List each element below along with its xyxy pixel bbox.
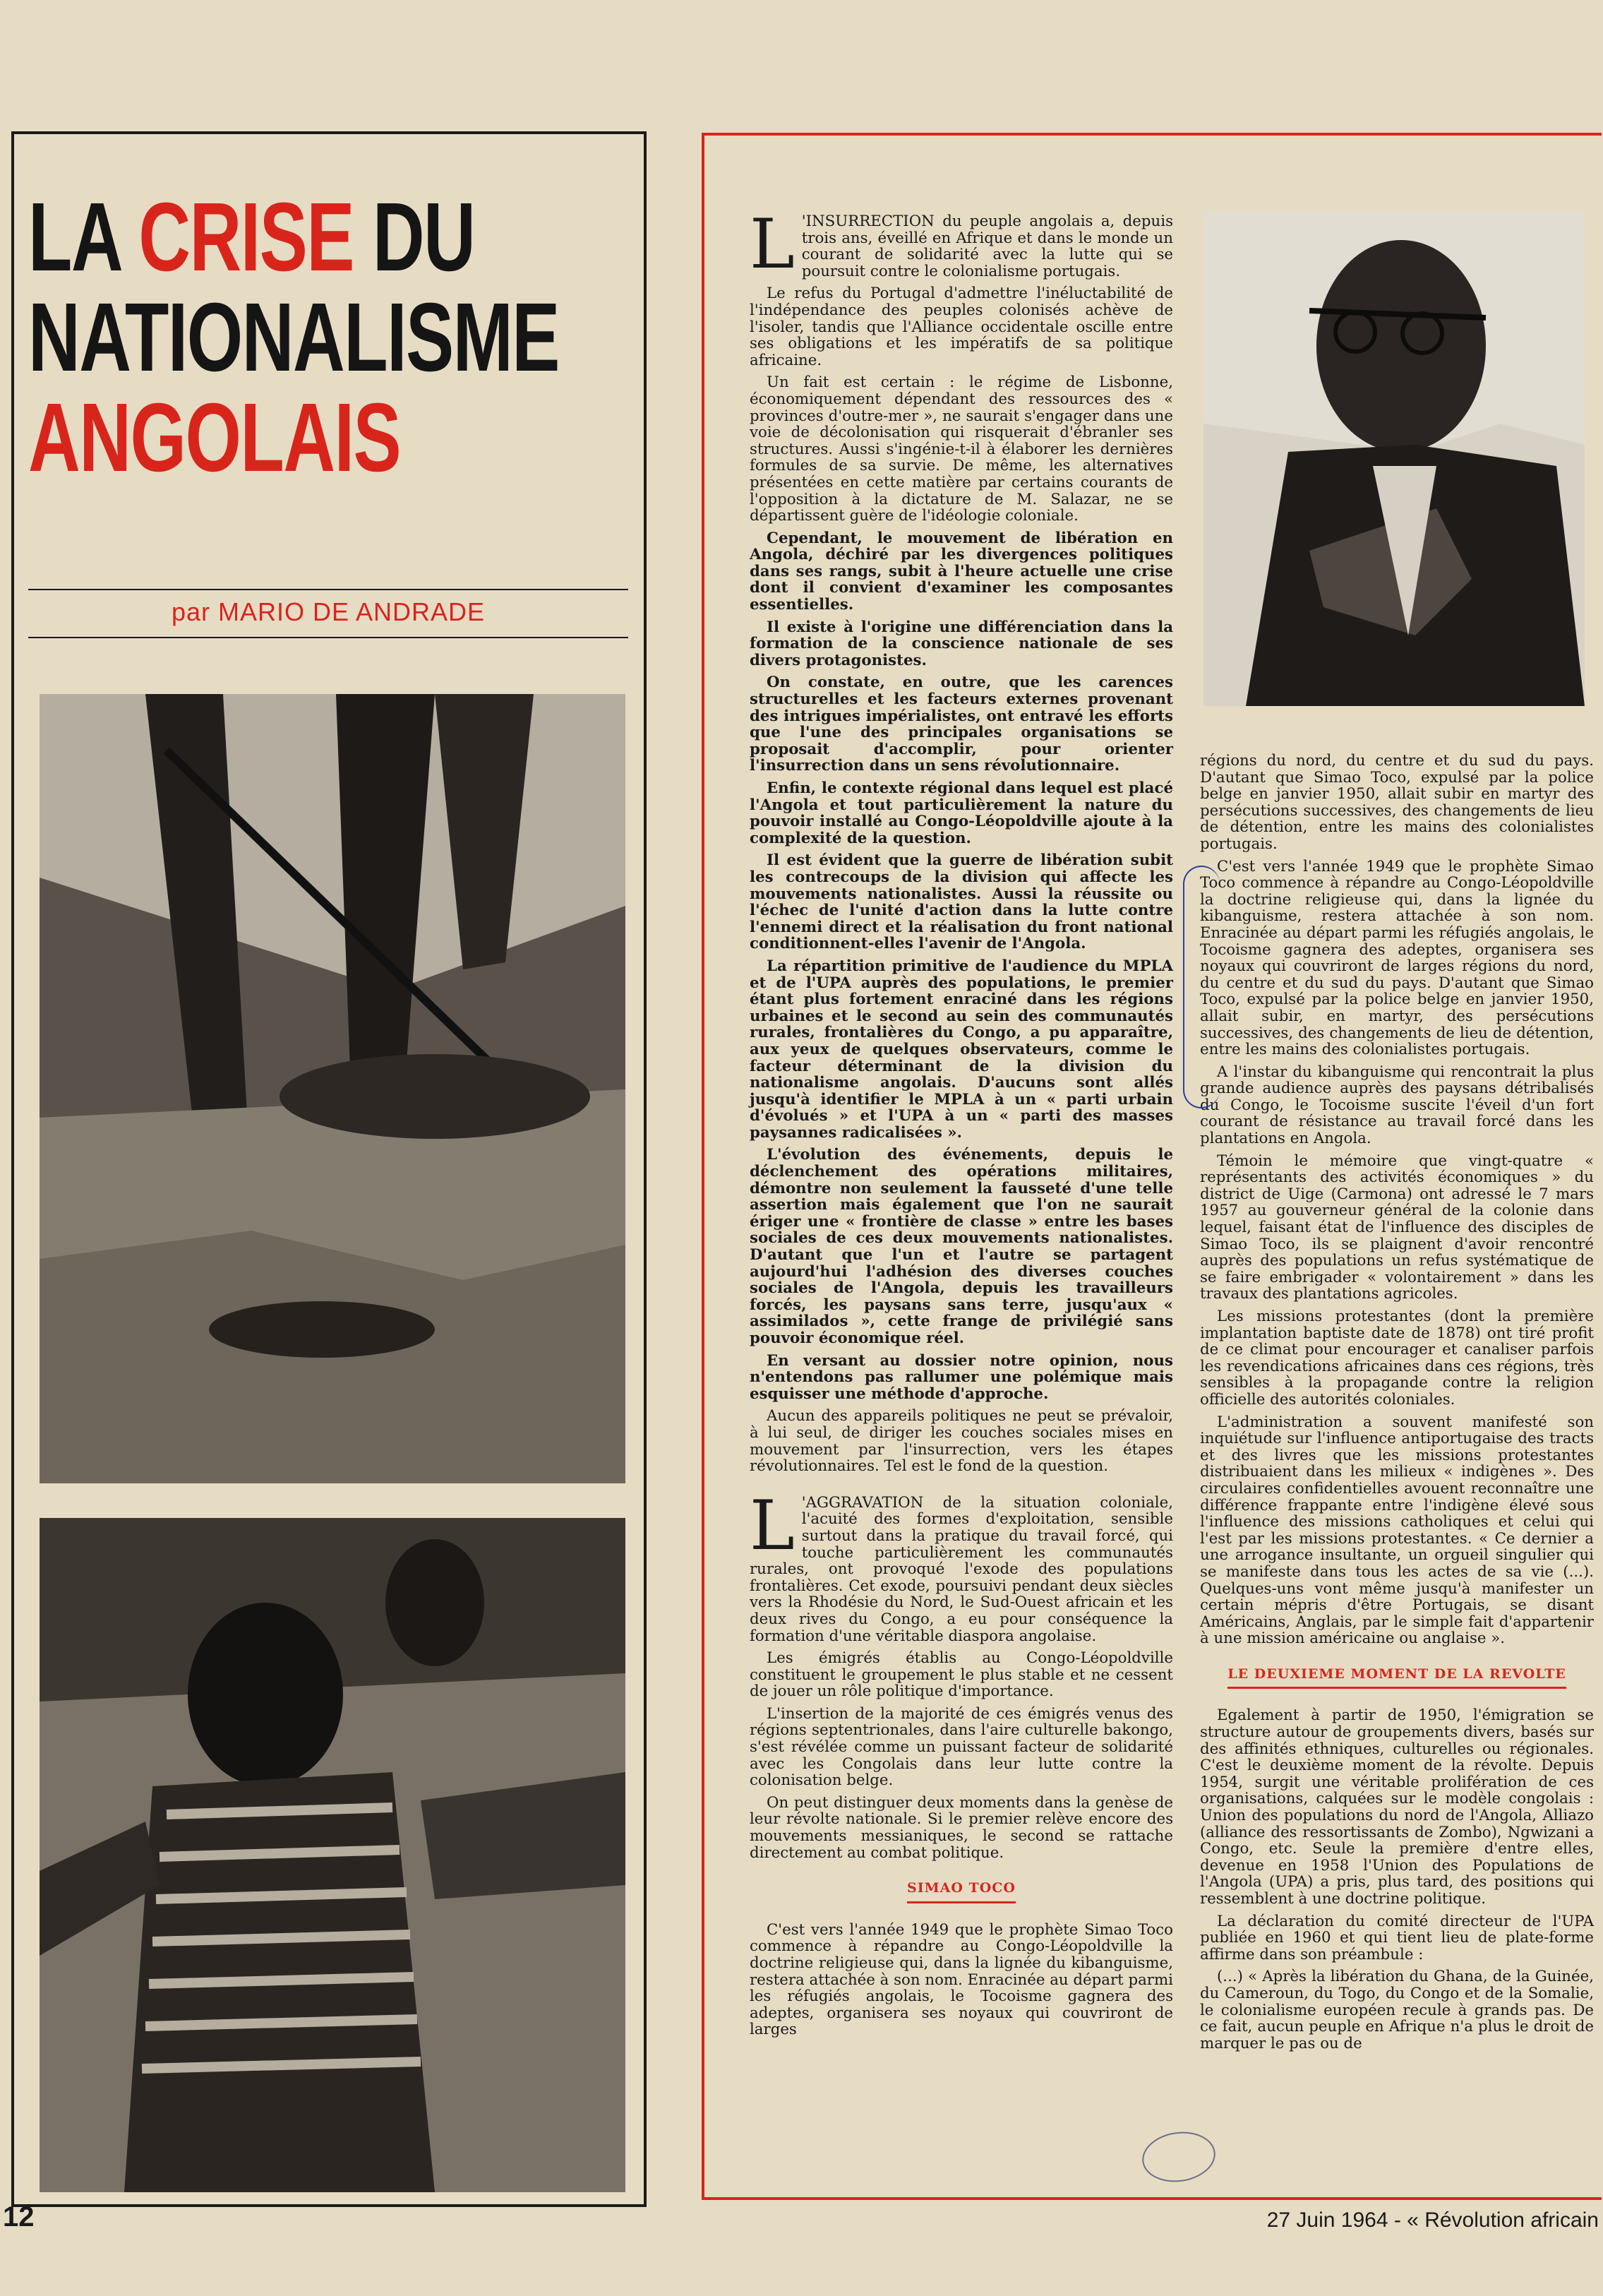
headline xyxy=(28,183,559,492)
headline-line-2: NATIONALISME xyxy=(28,283,559,392)
byline-rule-top xyxy=(28,589,628,590)
article-paragraph: Il existe à l'origine une différenciation dans la formation de la conscience nationale de ses divers protagonistes. xyxy=(750,618,1173,669)
photo-prisoners xyxy=(40,1518,625,2192)
article-paragraph: On constate, en outre, que les carences structurelles et les facteurs externes provenant des intrigues impérialistes, ont entravé les efforts que l'une des principales organisations se proposait d'accomplir, pour orienter l'insurrection dans un sens révolutionnaire. xyxy=(750,674,1173,775)
section-heading-simao-toco xyxy=(750,1879,1173,1903)
article-paragraph: C'est vers l'année 1949 que le prophète Simao Toco commence à répandre au Congo-Léopoldville la doctrine religieuse qui, dans la lignée du kibanguisme, restera attachée à son nom. Enracinée au départ parmi les réfugiés angolais, le Tocoisme gagnera des adeptes, organisera ses noyaux qui couvriront de larges xyxy=(750,1920,1173,2039)
section-heading-deuxieme-moment xyxy=(1200,1666,1594,1690)
article-paragraph: L'évolution des événements, depuis le déclenchement des opérations militaires, démontre non seulement la fausseté d'une telle assertion mais également que l'on ne saurait ériger une « frontière de classe » entre les bases sociales de ces deux mouvements nationalistes. D'autant que l'un et l'autre se partagent aujourd'hui l'adhésion des diverses couches sociales de l'Angola, depuis les travailleurs forcés, les paysans sans terre, jusqu'aux « assimilados », cette frange de privilégié sans pouvoir économique réel. xyxy=(750,1146,1173,1347)
article-paragraph: Il est évident que la guerre de libération subit les contrecoups de la division qui affecte les mouvements nationalistes. Aussi la réussite ou l'échec de l'unité d'action dans la lutte contre l'ennemi direct et la réalisation du front national conditionnent-elles l'avenir de l'Angola. xyxy=(750,851,1173,953)
article-paragraph xyxy=(750,1485,1173,1645)
byline-rule-bottom xyxy=(28,637,628,638)
article-paragraph: La répartition primitive de l'audience du MPLA et de l'UPA auprès des populations, le premier étant plus fortement enraciné dans les régions urbaines et le second au sein des communautés rurales, frontalières du Congo, a pu apparaître, aux yeux de quelques observateurs, comme le facteur déterminant de la division du nationalisme angolais. D'aucuns sont allés jusqu'à identifier le MPLA à un « parti urbain d'évolués » et l'UPA à un « parti des masses paysannes radicalisées ». xyxy=(750,957,1173,1142)
article-paragraph xyxy=(750,205,1173,284)
article-paragraph: (...) « Après la libération du Ghana, de la Guinée, du Cameroun, du Togo, du Congo et de la Somalie, le colonialisme européen recule à grands pas. De ce fait, aucun peuple en Afrique n'a plus le droit de marquer le pas ou de xyxy=(1200,1968,1594,2052)
paragraph-text: 'AGGRAVATION de la situation coloniale, l'acuité des formes d'exploitation, sensible surtout dans la pratique du travail forcé, qui touche particulièrement les communautés rurales, ont provoqué l'exode des populations frontalières. Cet exode, poursuivi pendant deux siècles vers la Rhodésie du Nord, le Sud-Ouest africain et les deux rives du Congo, a eu pour conséquence la formation d'une véritable diaspora angolaise. xyxy=(750,1493,1173,1645)
article-paragraph: L'administration a souvent manifesté son inquiétude sur l'influence antiportugaise des tracts et des livres que les missions protestantes distribuaient dans les milieux « indigènes ». Des circulaires confidentielles avouent reconnaître une différence frappante entre l'indigène élevé sous l'influence des missions catholiques et celui qui l'est par les missions protestantes. « Ce dernier a une arrogance insultante, un orgueil singulier qui se manifeste dans tous les actes de sa vie (...). Quelques-uns vont même jusqu'à manifester un certain mépris d'être Portugais, se disant Américains, Anglais, par le simple fait d'appartenir à une mission américaine ou anglaise ». xyxy=(1200,1413,1594,1648)
article-column-1 xyxy=(750,205,1173,2044)
drop-cap: L xyxy=(750,205,795,284)
article-paragraph: Aucun des appareils politiques ne peut se prévaloir, à lui seul, de diriger les couches sociales mises en mouvement par l'insurrection, vers les étapes révolutionnaires. Tel est le fond de la question. xyxy=(750,1407,1173,1476)
article-paragraph: Egalement à partir de 1950, l'émigration se structure autour de groupements divers, basés sur des affinités ethniques, culturelles ou régionales. C'est le deuxième moment de la révolte. Depuis 1954, surgit une véritable prolifération de ces organisations, calquées sur le modèle congolais : Union des populations du nord de l'Angola, Alliazo (alliance des ressortissants de Zombo), Ngwizani a Congo, etc. Seule la première d'entre elles, devenue en 1958 l'Union des Populations de l'Angola (UPA) a pris, plus tard, des positions qui ressemblent à une doctrine politique. xyxy=(1200,1706,1594,1908)
headline-word-crise: CRISE xyxy=(138,183,354,292)
byline: par MARIO DE ANDRADE xyxy=(171,597,486,626)
publication-footer: 27 Juin 1964 - « Révolution africain xyxy=(1266,2208,1599,2232)
photo-soldiers xyxy=(40,694,625,1483)
section-heading-text: SIMAO TOCO xyxy=(907,1880,1016,1903)
article-paragraph: L'insertion de la majorité de ces émigrés venus des régions septentrionales, dans l'aire culturelle bakongo, s'est révélée comme un puissant facteur de solidarité avec les Congolais dans leur lutte contre la colonisation belge. xyxy=(750,1704,1173,1790)
page-number: 12 xyxy=(3,2201,35,2232)
headline-word-du: DU xyxy=(372,183,475,292)
article-paragraph: Le refus du Portugal d'admettre l'inéluctabilité de l'indépendance des peuples colonisés achève de l'isoler, tandis que l'Alliance occidentale oscille entre ses obligations et les impératifs de sa politique africaine. xyxy=(750,285,1173,369)
article-column-2 xyxy=(1200,753,1594,2057)
article-paragraph: La déclaration du comité directeur de l'UPA publiée en 1960 et qui tient lieu de plate-forme affirme dans son préambule : xyxy=(1200,1912,1594,1963)
drop-cap: L xyxy=(750,1485,795,1565)
paragraph-text: 'INSURRECTION du peuple angolais a, depuis trois ans, éveillé en Afrique et dans le monde un courant de solidarité avec la lutte qui se poursuit contre le colonialisme portugais. xyxy=(801,213,1173,280)
article-paragraph: régions du nord, du centre et du sud du pays. D'autant que Simao Toco, expulsé par la police belge en janvier 1950, allait subir en martyr des persécutions successives, des changements de lieu de détention, entre les mains des colonialistes portugais. xyxy=(1200,752,1594,853)
headline-word-la: LA xyxy=(28,183,120,292)
article-paragraph: En versant au dossier notre opinion, nous n'entendons pas rallumer une polémique mais esquisser une méthode d'approche. xyxy=(750,1351,1173,1403)
article-paragraph: Un fait est certain : le régime de Lisbonne, économiquement dépendant des ressources des « provinces d'outre-mer », ne saurait s'engager dans une voie de décolonisation qui risquerait d'ébranler ses structures. Aussi s'ingénie-t-il à élaborer les dernières formules de sa survie. De même, les alternatives présentées en cette matière par certains courants de l'opposition à la dictature de M. Salazar, ne se départissent guère de l'idéologie coloniale. xyxy=(750,373,1173,525)
headline-line-1 xyxy=(28,183,477,292)
article-paragraph: A l'instar du kibanguisme qui rencontrait la plus grande audience auprès des paysans détribalisés du Congo, le Tocoisme suscite l'éveil d'un fort courant de résistance au travail forcé dans les plantations en Angola. xyxy=(1200,1063,1594,1148)
article-paragraph: Cependant, le mouvement de libération en Angola, déchiré par les divergences politiques dans ses rangs, subit à l'heure actuelle une crise dont il convient d'examiner les composantes essentielles. xyxy=(750,529,1173,614)
photo-portrait-andrade xyxy=(1203,212,1585,706)
article-paragraph: Les missions protestantes (dont la première implantation baptiste date de 1878) ont tiré profit de ce climat pour encourager et canaliser parfois les revendications africaines dans ces régions, très sensibles à la propagande contre la religion officielle des autorités coloniales. xyxy=(1200,1308,1594,1409)
section-heading-text: LE DEUXIEME MOMENT DE LA REVOLTE xyxy=(1227,1666,1566,1690)
handwritten-bracket-mark xyxy=(1183,866,1220,1108)
article-paragraph: Enfin, le contexte régional dans lequel est placé l'Angola et tout particulièrement la nature du pouvoir installé au Congo-Léopoldville ajoute à la complexité de la question. xyxy=(750,779,1173,847)
headline-line-3: ANGOLAIS xyxy=(28,383,401,492)
article-paragraph: Les émigrés établis au Congo-Léopoldville constituent le groupement le plus stable et ne cessent de jouer un rôle politique d'importance. xyxy=(750,1649,1173,1701)
article-paragraph: C'est vers l'année 1949 que le prophète Simao Toco commence à répandre au Congo-Léopoldville la doctrine religieuse qui, dans la lignée du kibanguisme, restera attachée à son nom. Enracinée au départ parmi les réfugiés angolais, le Tocoisme gagnera des adeptes, organisera ses noyaux qui couvriront de larges régions du nord, du centre et du sud du pays. D'autant que Simao Toco, expulsé par la police belge en janvier 1950, allait subir, en martyr, des persécutions successives, des changements de lieu de détention, entre les mains des colonialistes portugais. xyxy=(1200,857,1594,1059)
article-paragraph: Témoin le mémoire que vingt-quatre « représentants des activités économiques » du district de Uige (Carmona) ont adressé le 7 mars 1957 au gouverneur général de la colonie dans lequel, faisant état de l'influence des disciples de Simao Toco, ils se plaignent d'avoir rencontré auprès des populations un refus systématique de se faire embrigader « volontairement » dans les travaux des plantations agricoles. xyxy=(1200,1152,1594,1303)
article-paragraph: On peut distinguer deux moments dans la genèse de leur révolte nationale. Si le premier relève encore des mouvements messianiques, le second se rattache directement au combat politique. xyxy=(750,1793,1173,1862)
